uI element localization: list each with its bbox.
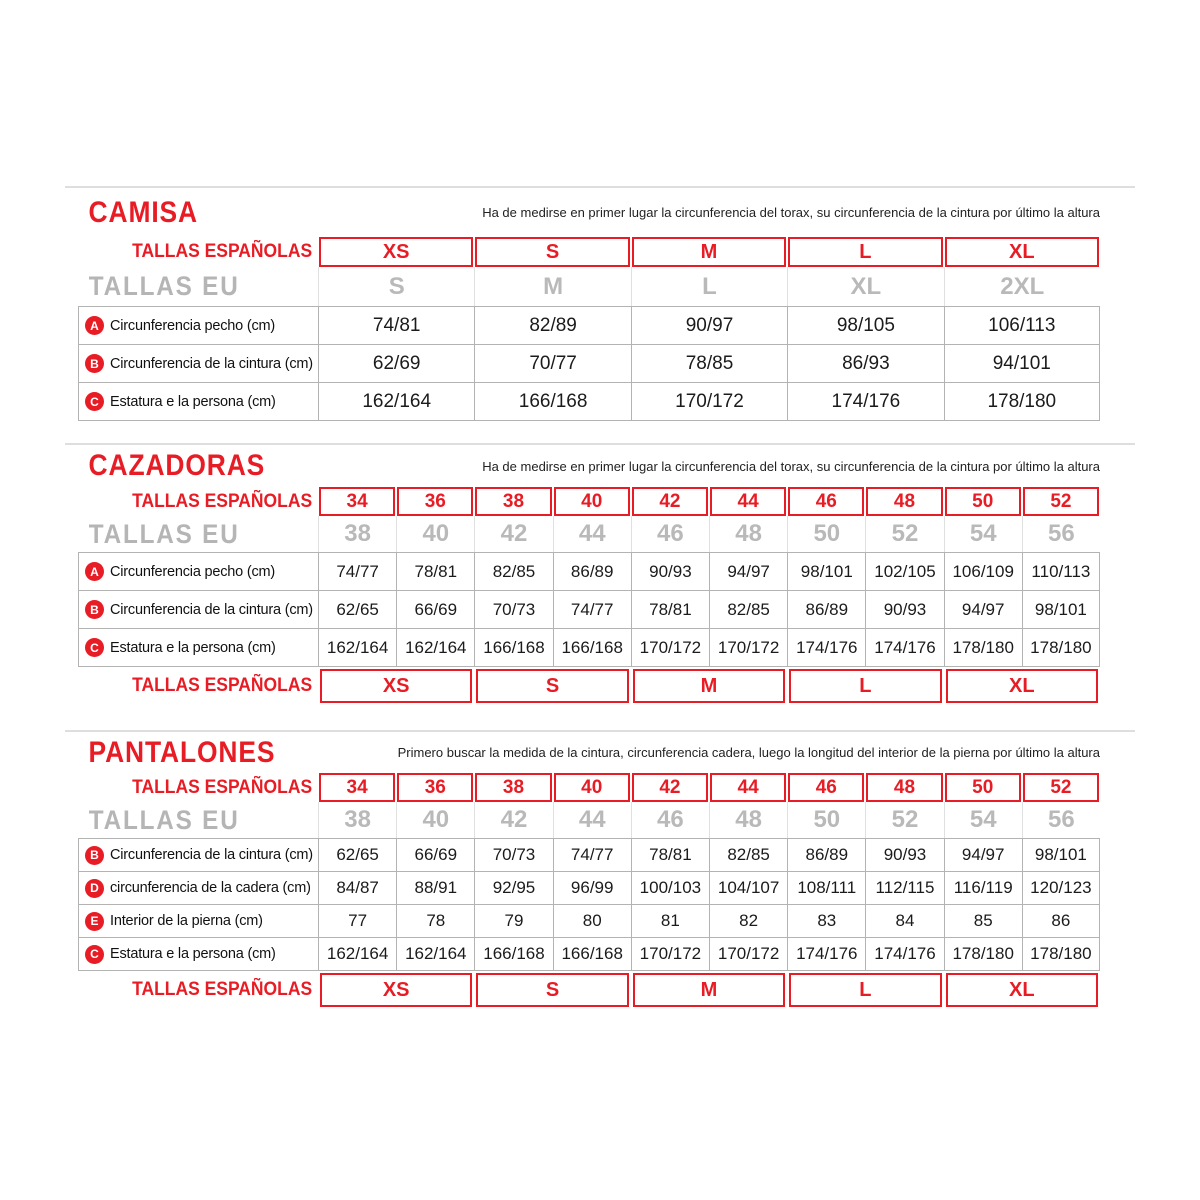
value-cell: 70/77 [474, 345, 630, 382]
spanish-size-group-value: M [700, 674, 718, 697]
spanish-size-group-box [320, 669, 472, 703]
value-cell: 66/69 [396, 591, 474, 628]
value-cell: 85 [944, 905, 1022, 937]
value-cell: 98/105 [787, 307, 943, 344]
row-label-cell [78, 553, 318, 590]
value-cell: 174/176 [787, 938, 865, 970]
eu-size-value: 52 [865, 802, 943, 838]
spanish-size-group-value: XL [1009, 978, 1035, 1001]
value-cell: 104/107 [709, 872, 787, 904]
row-label-cell [78, 629, 318, 666]
value-cell: 170/172 [631, 629, 709, 666]
value-cell: 174/176 [787, 629, 865, 666]
spanish-size-box [866, 487, 942, 516]
row-label-cell [78, 345, 318, 382]
value-cell: 102/105 [865, 553, 943, 590]
value-cell: 94/97 [944, 591, 1022, 628]
measure-badge: A [85, 562, 104, 581]
row-label: Estatura e la persona (cm) [110, 639, 276, 656]
eu-sizes-label-cell [78, 516, 318, 552]
eu-size-value: 44 [553, 802, 631, 838]
spanish-size-value: L [859, 240, 872, 263]
spanish-size-box [788, 237, 942, 267]
spanish-size-box [866, 773, 942, 802]
value-cell: 70/73 [474, 591, 552, 628]
value-cell: 90/97 [631, 307, 787, 344]
value-cell: 174/176 [865, 629, 943, 666]
spanish-sizes-label-cell [78, 487, 318, 516]
value-cell: 170/172 [631, 938, 709, 970]
spanish-size-value: 44 [737, 490, 759, 512]
spanish-size-group-box [633, 669, 785, 703]
spanish-sizes-row [78, 487, 1100, 516]
spanish-sizes-label: TALLAS ESPAÑOLAS [132, 241, 313, 262]
spanish-size-box [632, 237, 786, 267]
table-row [78, 629, 1100, 667]
value-cell: 82/85 [474, 553, 552, 590]
spanish-size-value: 36 [424, 490, 446, 512]
value-cell: 174/176 [865, 938, 943, 970]
row-label: Circunferencia de la cintura (cm) [110, 847, 313, 863]
value-cell: 88/91 [396, 872, 474, 904]
value-cell: 86/89 [787, 839, 865, 871]
spanish-size-box [475, 487, 551, 516]
measure-badge: A [85, 316, 104, 335]
spanish-size-box [710, 773, 786, 802]
value-cell: 170/172 [631, 383, 787, 420]
eu-sizes-label: TALLAS EU [88, 518, 240, 549]
spanish-size-value: 42 [659, 776, 681, 798]
spanish-size-value: 46 [815, 776, 837, 798]
spanish-size-value: 36 [424, 776, 446, 798]
spanish-size-box [632, 773, 708, 802]
bottom-spanish-sizes-label-cell [78, 668, 318, 704]
spanish-sizes-label-cell [78, 237, 318, 267]
eu-sizes-row [78, 802, 1100, 838]
table-row [78, 307, 1100, 345]
value-cell: 178/180 [1022, 629, 1100, 666]
spanish-size-box [475, 773, 551, 802]
value-cell: 84/87 [318, 872, 396, 904]
eu-size-value: 52 [865, 516, 943, 552]
section-title: CAZADORAS [88, 449, 266, 482]
value-cell: 166/168 [474, 938, 552, 970]
spanish-size-value: 52 [1050, 776, 1072, 798]
spanish-size-box [1023, 773, 1099, 802]
row-label: Circunferencia de la cintura (cm) [110, 355, 313, 372]
section-camisa [0, 188, 1200, 443]
eu-size-value: 40 [396, 516, 474, 552]
measure-badge: B [85, 354, 104, 373]
value-cell: 82/85 [709, 839, 787, 871]
spanish-size-box [319, 487, 395, 516]
spanish-size-box [945, 773, 1021, 802]
measure-badge: B [85, 846, 104, 865]
value-cell: 120/123 [1022, 872, 1100, 904]
spanish-size-group-box [946, 669, 1098, 703]
table-row [78, 872, 1100, 905]
measure-badge: C [85, 392, 104, 411]
eu-size-value: 50 [787, 802, 865, 838]
spanish-size-box [788, 487, 864, 516]
section-padding [78, 421, 1100, 443]
spanish-size-group-value: S [545, 674, 560, 697]
row-label-cell [78, 905, 318, 937]
value-cell: 94/101 [944, 345, 1100, 382]
value-cell: 79 [474, 905, 552, 937]
spanish-size-box [554, 487, 630, 516]
row-label: Estatura e la persona (cm) [110, 946, 276, 962]
eu-size-value: 38 [318, 802, 396, 838]
spanish-size-value: 38 [502, 776, 525, 798]
eu-size-value: 42 [474, 802, 552, 838]
value-cell: 74/77 [318, 553, 396, 590]
eu-size-value: XL [787, 267, 943, 306]
value-cell: 86 [1022, 905, 1100, 937]
value-cell: 170/172 [709, 629, 787, 666]
value-cell: 106/113 [944, 307, 1100, 344]
value-cell: 98/101 [787, 553, 865, 590]
row-label-cell [78, 872, 318, 904]
spanish-size-box [319, 237, 473, 267]
spanish-size-group-box [789, 669, 941, 703]
spanish-sizes-row [78, 773, 1100, 802]
table-row [78, 839, 1100, 872]
spanish-size-box [945, 487, 1021, 516]
bottom-spanish-sizes-label-cell [78, 972, 318, 1008]
spanish-size-group-value: S [545, 978, 560, 1001]
spanish-sizes-label-cell [78, 773, 318, 802]
spanish-sizes-row [78, 237, 1100, 267]
value-cell: 178/180 [944, 938, 1022, 970]
value-cell: 166/168 [474, 629, 552, 666]
spanish-size-box [945, 237, 1099, 267]
table-row [78, 345, 1100, 383]
table-row [78, 553, 1100, 591]
spanish-size-value: 40 [581, 776, 603, 798]
spanish-size-value: 38 [502, 490, 525, 512]
value-cell: 90/93 [865, 591, 943, 628]
value-cell: 74/77 [553, 591, 631, 628]
value-cell: 83 [787, 905, 865, 937]
value-cell: 62/65 [318, 839, 396, 871]
eu-sizes-label-cell [78, 802, 318, 838]
spanish-size-value: XS [382, 240, 410, 263]
spanish-sizes-label: TALLAS ESPAÑOLAS [132, 675, 313, 696]
value-cell: 90/93 [865, 839, 943, 871]
measure-badge: C [85, 945, 104, 964]
row-label-cell [78, 839, 318, 871]
bottom-spanish-sizes-row [78, 972, 1100, 1008]
row-label-cell [78, 307, 318, 344]
measure-badge: E [85, 912, 104, 931]
section-title: PANTALONES [88, 735, 276, 769]
value-cell: 178/180 [1022, 938, 1100, 970]
spanish-size-value: 46 [815, 490, 837, 512]
row-label-cell [78, 591, 318, 628]
value-cell: 92/95 [474, 872, 552, 904]
row-label: circunferencia de la cadera (cm) [110, 880, 311, 896]
spanish-size-value: 44 [737, 776, 759, 798]
value-cell: 112/115 [865, 872, 943, 904]
eu-sizes-label: TALLAS EU [88, 271, 240, 301]
spanish-sizes-label: TALLAS ESPAÑOLAS [132, 776, 313, 798]
spanish-size-value: 48 [893, 776, 916, 798]
value-cell: 82/85 [709, 591, 787, 628]
eu-size-value: 48 [709, 802, 787, 838]
eu-size-value: 38 [318, 516, 396, 552]
value-cell: 82/89 [474, 307, 630, 344]
value-cell: 70/73 [474, 839, 552, 871]
eu-size-value: 40 [396, 802, 474, 838]
value-cell: 77 [318, 905, 396, 937]
row-label: Circunferencia pecho (cm) [110, 563, 276, 580]
bottom-spanish-sizes-row [78, 668, 1100, 704]
value-cell: 96/99 [553, 872, 631, 904]
value-cell: 108/111 [787, 872, 865, 904]
spanish-size-value: 52 [1050, 490, 1072, 512]
value-cell: 86/93 [787, 345, 943, 382]
table-row [78, 591, 1100, 629]
spanish-size-box [397, 487, 473, 516]
eu-size-value: 46 [631, 516, 709, 552]
eu-size-value: S [318, 267, 474, 306]
spanish-size-box [554, 773, 630, 802]
spanish-size-value: 50 [972, 776, 994, 798]
eu-sizes-label-cell [78, 267, 318, 306]
spanish-size-box [475, 237, 629, 267]
value-cell: 84 [865, 905, 943, 937]
value-cell: 162/164 [318, 629, 396, 666]
value-cell: 162/164 [396, 938, 474, 970]
table-row [78, 938, 1100, 971]
spanish-sizes-label: TALLAS ESPAÑOLAS [132, 490, 313, 512]
eu-size-value: 50 [787, 516, 865, 552]
spanish-size-group-box [476, 669, 628, 703]
table-row [78, 905, 1100, 938]
spanish-size-group-value: M [700, 978, 718, 1001]
eu-size-value: 2XL [944, 267, 1100, 306]
value-cell: 98/101 [1022, 839, 1100, 871]
value-cell: 178/180 [944, 383, 1100, 420]
row-label-cell [78, 938, 318, 970]
value-cell: 66/69 [396, 839, 474, 871]
value-cell: 110/113 [1022, 553, 1100, 590]
row-label: Interior de la pierna (cm) [110, 913, 263, 929]
measure-badge: B [85, 600, 104, 619]
value-cell: 62/65 [318, 591, 396, 628]
value-cell: 100/103 [631, 872, 709, 904]
value-cell: 78/81 [396, 553, 474, 590]
spanish-size-value: 34 [346, 490, 368, 512]
spanish-size-value: 34 [346, 776, 368, 798]
section-title: CAMISA [88, 195, 198, 229]
section-note: Primero buscar la medida de la cintura, circunferencia cadera, luego la longitud del interior de la pierna por último la altura [397, 745, 1100, 760]
spanish-size-box [1023, 487, 1099, 516]
spanish-size-group-box [789, 973, 941, 1007]
eu-size-value: M [474, 267, 630, 306]
value-cell: 162/164 [318, 383, 474, 420]
eu-size-value: 54 [944, 802, 1022, 838]
value-cell: 78 [396, 905, 474, 937]
value-cell: 166/168 [474, 383, 630, 420]
spanish-size-group-value: L [859, 978, 872, 1001]
spanish-size-box [632, 487, 708, 516]
value-cell: 162/164 [318, 938, 396, 970]
eu-sizes-label: TALLAS EU [88, 804, 240, 835]
value-cell: 90/93 [631, 553, 709, 590]
spanish-size-value: 42 [659, 490, 681, 512]
spanish-size-group-value: XS [382, 674, 410, 697]
spanish-size-value: M [700, 240, 718, 263]
value-cell: 94/97 [709, 553, 787, 590]
value-cell: 82 [709, 905, 787, 937]
measurements-table [78, 552, 1100, 667]
top-whitespace [0, 0, 1200, 186]
spanish-size-value: 48 [893, 490, 916, 512]
row-label: Estatura e la persona (cm) [110, 393, 276, 410]
eu-size-value: 48 [709, 516, 787, 552]
spanish-size-box [319, 773, 395, 802]
spanish-sizes-label: TALLAS ESPAÑOLAS [132, 979, 313, 1000]
row-label: Circunferencia pecho (cm) [110, 317, 276, 334]
measure-badge: C [85, 638, 104, 657]
value-cell: 166/168 [553, 938, 631, 970]
row-label: Circunferencia de la cintura (cm) [110, 601, 313, 618]
spanish-size-group-value: L [859, 674, 872, 697]
spanish-size-group-value: XL [1009, 674, 1035, 697]
value-cell: 80 [553, 905, 631, 937]
section-note: Ha de medirse en primer lugar la circunferencia del torax, su circunferencia de la cintura por último la altura [482, 458, 1100, 474]
measurements-table [78, 306, 1100, 421]
value-cell: 170/172 [709, 938, 787, 970]
value-cell: 166/168 [553, 629, 631, 666]
value-cell: 106/109 [944, 553, 1022, 590]
spanish-size-value: S [545, 240, 560, 263]
eu-sizes-row [78, 267, 1100, 306]
value-cell: 98/101 [1022, 591, 1100, 628]
value-cell: 86/89 [787, 591, 865, 628]
section-pantalones [0, 732, 1200, 1008]
eu-size-value: 56 [1022, 516, 1100, 552]
spanish-size-value: 40 [581, 490, 603, 512]
measure-badge: D [85, 879, 104, 898]
spanish-size-group-box [633, 973, 785, 1007]
spanish-size-group-box [320, 973, 472, 1007]
value-cell: 62/69 [318, 345, 474, 382]
measurements-table [78, 838, 1100, 971]
eu-sizes-row [78, 516, 1100, 552]
value-cell: 74/77 [553, 839, 631, 871]
section-note: Ha de medirse en primer lugar la circunferencia del torax, su circunferencia de la cintura por último la altura [482, 205, 1100, 220]
section-padding [78, 704, 1100, 730]
value-cell: 86/89 [553, 553, 631, 590]
spanish-size-box [710, 487, 786, 516]
eu-size-value: 56 [1022, 802, 1100, 838]
spanish-size-group-value: XS [382, 978, 410, 1001]
value-cell: 94/97 [944, 839, 1022, 871]
section-cazadoras [0, 445, 1200, 730]
value-cell: 81 [631, 905, 709, 937]
eu-size-value: 54 [944, 516, 1022, 552]
value-cell: 78/85 [631, 345, 787, 382]
row-label-cell [78, 383, 318, 420]
spanish-size-value: XL [1009, 240, 1035, 263]
spanish-size-box [397, 773, 473, 802]
spanish-size-group-box [476, 973, 628, 1007]
spanish-size-box [788, 773, 864, 802]
eu-size-value: L [631, 267, 787, 306]
value-cell: 78/81 [631, 591, 709, 628]
spanish-size-value: 50 [972, 490, 994, 512]
value-cell: 174/176 [787, 383, 943, 420]
eu-size-value: 42 [474, 516, 552, 552]
spanish-size-group-box [946, 973, 1098, 1007]
eu-size-value: 44 [553, 516, 631, 552]
eu-size-value: 46 [631, 802, 709, 838]
value-cell: 116/119 [944, 872, 1022, 904]
value-cell: 178/180 [944, 629, 1022, 666]
value-cell: 78/81 [631, 839, 709, 871]
value-cell: 162/164 [396, 629, 474, 666]
value-cell: 74/81 [318, 307, 474, 344]
table-row [78, 383, 1100, 421]
